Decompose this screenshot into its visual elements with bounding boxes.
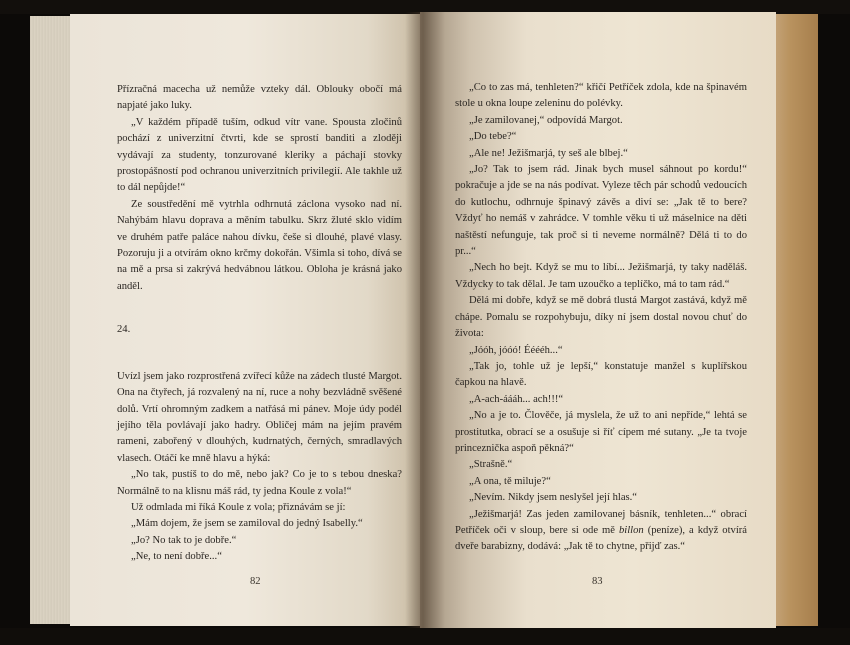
paragraph: Dělá mi dobře, když se mě dobrá tlustá Margot zastává, když mě chápe. Pomalu se rozpohybuju, díky ní jsem dostal novou chuť do života:	[455, 295, 747, 340]
paragraph: „Nech ho bejt. Když se mu to líbí... Ježišmarjá, ty taky naděláš. Vždycky to tak dělal. Je tam uzoučko a teplíčko, má to tam rád.“	[455, 262, 747, 290]
paragraph: „Do tebe?“	[469, 131, 517, 143]
paragraph: „A-ach-áááh... ach!!!“	[469, 393, 564, 405]
paragraph: „Ale ne! Ježišmarjá, ty seš ale blbej.“	[469, 147, 628, 159]
paragraph: „No a je to. Člověče, já myslela, že už to ani nepříde,“ lehtá se prostitutka, obrací se a osušuje si říť cípem mé sutany. „Je ta tvoje princeznička aspoň pěkná?“	[455, 410, 747, 454]
page-number-left: 82	[250, 576, 261, 587]
paragraph: Ze soustředění mě vytrhla odhrnutá záclona vysoko nad ní. Nahýbám hlavu doprava a měním tabulku. Skrz žluté sklo vidím ve druhém patře paláce nahou dívku, češe si dlouhé, plavé vlasy. Pozoruju ji a otvírám okno krčmy dokořán. Všimla si toho, dívá se na mě a prsa si zakrývá hedvábnou látkou. Obloha je krásná jako anděl.	[117, 198, 402, 292]
italic-word: billon	[618, 524, 644, 536]
page-edges-left	[30, 16, 72, 624]
paragraph: Uvízl jsem jako rozprostřená zvířecí kůže na zádech tlusté Margot. Ona na čtyřech, já rozvalený na ní, ruce a nohy bezvládně svěšené dolů. Vrtí ohromným zadkem a natřásá mi pánev. Moje údy podél jejího těla povlávají jako hadry. Obličej mám na jejím pravém rameni, zabořený v dlouhých, kudrnatých, černých, smradlavých vlasech. Otáčí ke mně hlavu a hýká:	[117, 370, 402, 464]
paragraph: „Nevím. Nikdy jsem neslyšel její hlas.“	[469, 492, 637, 504]
paragraph: Přízračná macecha už nemůže vzteky dál. Oblouky obočí má napjaté jako luky.	[117, 84, 402, 112]
paragraph: „Tak jo, tohle už je lepší,“ konstatuje manžel s kuplířskou čapkou na hlavě.	[455, 360, 747, 389]
paragraph: „Co to zas má, tenhleten?“ křičí Petříček zdola, kde na špinavém stole u okna loupe zeleninu do polévky.	[455, 82, 747, 110]
right-page-text	[455, 80, 747, 556]
paragraph: „Mám dojem, že jsem se zamiloval do jedný Isabelly.“	[131, 518, 363, 530]
book-gutter	[405, 12, 445, 628]
paragraph: „Jóóh, jóóó! Ééééh...“	[469, 344, 563, 356]
paragraph: Už odmlada mi říká Koule z vola; přiznávám se jí:	[131, 501, 346, 513]
background-bottom	[0, 628, 850, 645]
paragraph: „Je zamilovanej,“ odpovídá Margot.	[469, 114, 623, 126]
paragraph: „No tak, pustíš to do mě, nebo jak? Co je to s tebou dneska? Normálně to na klisnu máš rád, ty jedna Koule z vola!“	[117, 469, 402, 497]
paragraph: „Ne, to není dobře...“	[131, 551, 222, 563]
page-number-right: 83	[592, 576, 603, 587]
paragraph: „V každém případě tuším, odkud vítr vane. Spousta zločinů pochází z univerzitní čtvrti, kde se sprostí banditi a zloději vydávají za studenty, tonzurované kleriky a páchají stovky prostopášností pod ochranou univerzitních privilegií. Ale takhle už to dál nepůjde!“	[117, 116, 402, 194]
left-page-text	[117, 82, 402, 566]
paragraph: „Ježišmarjá! Zas jeden zamilovanej básník, tenhleten...“ obrací Petříček oči v sloup, bere si ode mě billon (peníze), a když otvírá dveře barabizny, dodává: „Jak tě to chytne, přijď zas.“	[455, 508, 747, 553]
paragraph: „A ona, tě miluje?“	[469, 475, 551, 487]
chapter-heading: 24.	[117, 324, 131, 336]
paragraph: „Strašně.“	[469, 459, 513, 471]
paragraph: „Jo? No tak to je dobře.“	[131, 534, 237, 546]
paragraph: „Jo? Tak to jsem rád. Jinak bych musel sáhnout po kordu!“ pokračuje a jde se na nás podívat. Vyleze těch pár schodů vedoucích do kutlochu, odhrnuje špinavý závěs a diví se: „Jak tě to bere? Vždyť ho nemáš v zahrádce. V tomhle věku ti už máselnice na děti naštěstí nefunguje, tak proč si ti neveme normálně? Dělá ti to do pr...“	[455, 164, 747, 258]
book-cover-right	[770, 14, 818, 626]
